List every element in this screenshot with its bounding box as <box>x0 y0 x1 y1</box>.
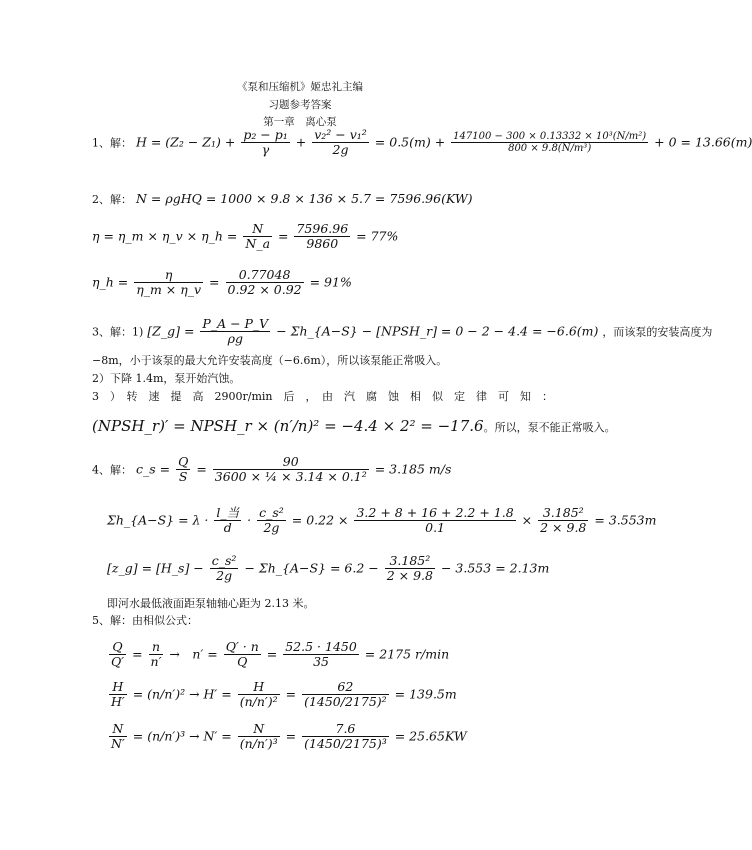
problem-2-label: 2、解： <box>92 193 132 206</box>
problem-5-label: 5、解：由相似公式： <box>92 614 198 627</box>
doc-subtitle: 习题参考答案 <box>268 99 332 111</box>
p5-power-result: = 25.65KW <box>394 728 467 744</box>
p1-frac-velocity: $\frac{\text{v₂² − v₁²}}{2g}$ <box>314 127 367 158</box>
p4-loss-result: = 3.553m <box>594 512 657 528</box>
problem-3-label: 3、解：1) <box>92 325 144 339</box>
problem-4-height: [z_g] = [H_s] − $\frac{\text{c\_s²}}{2g}$ − Σh_{A−S} = 6.2 − $\frac{\text{3.185²}}{2 \times 9.8}$ − 3.553 = 2.13m <box>107 553 550 584</box>
p1-lhs: H = (Z₂ − Z₁) + <box>135 134 236 150</box>
p1-frac-value: $\frac{\text{147100 − 300 × 0.13332 × 10³(N/m²)}}{\text{800 × 9.8(N/m³)}}$ <box>453 130 647 155</box>
p1-frac-pressure: $\frac{\text{p₂ − p₁}}{\gamma}$ <box>243 127 288 158</box>
p5-head-result: = 139.5m <box>394 686 457 702</box>
p4-velocity-result: = 3.185 m/s <box>374 461 452 477</box>
problem-5-speed: $\frac{Q}{Q'}$ = $\frac{n}{n'}$ → n′ = $\frac{Q' \cdot n}{Q}$ = $\frac{52.5 \cdot 1450}{35}$ = 2175 r/min <box>111 639 450 670</box>
problem-1-label: 1、解： <box>92 136 132 150</box>
problem-2-efficiency: η = η_m × η_v × η_h = $\frac{N}{N\_a}$ = $\frac{7596.96}{9860}$ = 77% <box>92 221 399 252</box>
p4-frac-qs: $\frac{Q}{S}$ <box>178 454 189 485</box>
p3-frac-pressure: $\frac{P\_A - P\_V}{\rho g}$ <box>202 316 269 347</box>
p2-power-eq: N = ρgHQ = 1000 × 9.8 × 136 × 5.7 = 7596.96(KW) <box>135 191 473 206</box>
p4-height-result: − 3.553 = 2.13m <box>440 560 550 576</box>
p1-result: + 0 = 13.66(m) <box>654 134 752 150</box>
p2-frac-values: $\frac{7596.96}{9860}$ <box>296 221 349 252</box>
p2-frac-n: $\frac{N}{N\_a}$ <box>245 221 271 252</box>
p4-frac-lengths: $\frac{3.2 + 8 + 16 + 2.2 + 1.8}{0.1}$ <box>356 505 514 536</box>
p3-line-3: 2）下降 1.4m，泵开始汽蚀。 <box>92 372 241 385</box>
p4-conclusion: 即河水最低液面距泵轴轴心距为 2.13 米。 <box>107 597 315 610</box>
p5-speed-result: = 2175 r/min <box>364 646 450 662</box>
problem-4-loss: Σh_{A−S} = λ · $\frac{\text{l\_当}}{d}$ · $\frac{\text{c\_s²}}{2g}$ = 0.22 × $\frac{3.2 + 8 + 16 + 2.2 + 1.8}{0.1}$ × $\frac{\text{3.185²}}{2 \times 9.8}$ = 3.553m <box>107 505 657 536</box>
chapter-title: 第一章 离心泵 <box>263 116 337 128</box>
p2-frac-eta-values: $\frac{0.77048}{0.92 \times 0.92}$ <box>227 267 302 298</box>
problem-5-power: $\frac{N}{N'}$ = (n/n′)³ → N′ = $\frac{N}{\text{(n/n′)³}}$ = $\frac{7.6}{\text{(1450/2175)³}}$ = 25.65KW <box>111 721 467 752</box>
p4-frac-velocity: $\frac{90}{\text{3600 × ¼ × 3.14 × 0.1²}}$ <box>214 454 367 485</box>
p3-line-2: −8m，小于该泵的最大允许安装高度（−6.6m），所以该泵能正常吸入。 <box>92 354 448 367</box>
book-title: 《泵和压缩机》姬忠礼主编 <box>237 81 363 93</box>
p2-eff-result: = 77% <box>356 228 399 244</box>
problem-2-power <box>92 192 473 207</box>
p3-npsh-eq: (NPSH_r)′ = NPSH_r × (n′/n)² = −4.4 × 2² = −17.6。所以，泵不能正常吸入。 <box>92 417 616 435</box>
problem-2-hydraulic: η_h = $\frac{\eta}{\eta\_m \times \eta\_v}$ = $\frac{0.77048}{0.92 \times 0.92}$ = 91% <box>92 267 352 298</box>
problem-4-label: 4、解： <box>92 463 132 477</box>
p3-line-4: 3 ） 转 速 提 高 2900r/min 后 ， 由 汽 腐 蚀 相 似 定 律 可 知 ： <box>92 390 553 403</box>
p4-frac-ld: $\frac{\text{l\_当}}{d}$ <box>216 505 240 536</box>
problem-1: 1、解： H = (Z₂ − Z₁) + $\frac{\text{p₂ − p₁}}{\gamma}$ + $\frac{\text{v₂² − v₁²}}{2g}$ = 0.5(m) + $\frac{\text{147100 − 300 × 0.13332 × 10³(N/m²)}}{\text{800 × 9.8(N/m³)}}$ + 0 = 13.66(m) <box>92 127 752 158</box>
p2-frac-eta: $\frac{\eta}{\eta\_m \times \eta\_v}$ <box>136 267 202 298</box>
p4-frac-velhead2: $\frac{\text{3.185²}}{2 \times 9.8}$ <box>386 553 433 584</box>
problem-5-head: $\frac{H}{H'}$ = (n/n′)² → H′ = $\frac{H}{\text{(n/n′)²}}$ = $\frac{62}{\text{(1450/2175)²}}$ = 139.5m <box>111 679 457 710</box>
p4-frac-velhead: $\frac{\text{3.185²}}{2 \times 9.8}$ <box>540 505 587 536</box>
p4-frac-cs2: $\frac{\text{c\_s²}}{2g}$ <box>211 553 237 584</box>
problem-3-height: 3、解：1) [Z_g] = $\frac{P\_A - P\_V}{\rho g}$ − Σh_{A−S} − [NPSH_r] = 0 − 2 − 4.4 = −6.6(m) ，而该泵的安装高度为 <box>92 316 713 347</box>
p2-hyd-result: = 91% <box>309 274 352 290</box>
problem-4-velocity: 4、解： c_s = $\frac{Q}{S}$ = $\frac{90}{\text{3600 × ¼ × 3.14 × 0.1²}}$ = 3.185 m/s <box>92 454 452 485</box>
p4-frac-cs: $\frac{\text{c\_s²}}{2g}$ <box>259 505 284 536</box>
